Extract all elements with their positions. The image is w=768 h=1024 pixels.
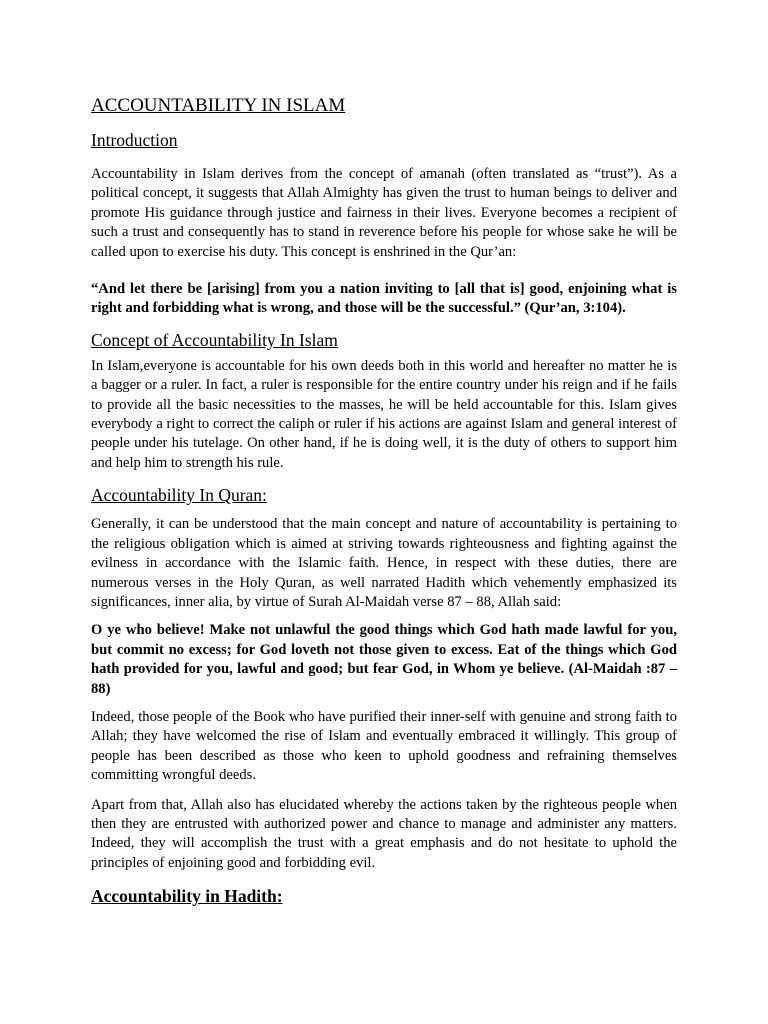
paragraph-quran-1: Generally, it can be understood that the main concept and nature of accountability is pertaining to the religious obligation which is aimed at striving towards righteousness and fighting against the evilness in accordance with the Islamic faith. Hence, in respect with these duties, there are numerous verses in the Holy Quran, as well narrated Hadith which vehemently emphasized its significances, inner alia, by virtue of Surah Al-Maidah verse 87 – 88, Allah said: (91, 516, 677, 610)
quote-al-maidah: O ye who believe! Make not unlawful the good things which God hath made lawful for you, but commit no excess; for God loveth not those given to excess. Eat of the things which God hath provided for you, lawful and good; but fear God, in Whom ye believe. (Al-Maidah :87 – 88) (91, 622, 677, 697)
paragraph-concept: In Islam,everyone is accountable for his own deeds both in this world and hereafter no matter he is a bagger or a ruler. In fact, a ruler is responsible for the entire country under his reign and if he fails to provide all the basic necessities to the masses, he will be held accountable for this. Islam gives everybody a right to correct the caliph or ruler if his actions are against Islam and general interest of people under his tutelage. On other hand, if he is doing well, it is the duty of others to support him and help him to strength his rule. (91, 357, 677, 471)
document-page (91, 95, 677, 907)
paragraph-quran-3: Apart from that, Allah also has elucidated whereby the actions taken by the righteous people when then they are entrusted with authorized power and chance to manage and administer any matters. Indeed, they will accomplish the trust with a great emphasis and do not hesitate to uphold the principles of enjoining good and forbidding evil. (91, 796, 677, 871)
heading-introduction: Introduction (91, 130, 178, 150)
heading-concept: Concept of Accountability In Islam (91, 329, 338, 350)
document-title: ACCOUNTABILITY IN ISLAM (91, 95, 346, 116)
heading-hadith: Accountability in Hadith: (91, 886, 283, 907)
paragraph-quran-2: Indeed, those people of the Book who have purified their inner-self with genuine and strong faith to Allah; they have welcomed the rise of Islam and eventually embraced it willingly. This group of people has been described as those who keen to uphold goodness and refraining themselves committing wrongful deeds. (91, 708, 677, 784)
paragraph-introduction: Accountability in Islam derives from the concept of amanah (often translated as “trust”). As a political concept, it suggests that Allah Almighty has given the trust to human beings to deliver and promote His guidance through justice and fairness in their lives. Everyone becomes a recipient of such a trust and consequently has to stand in reverence before his people for whose sake he will be called upon to exercise his duty. This concept is enshrined in the Qur’an: (91, 166, 677, 260)
heading-quran: Accountability In Quran: (91, 485, 267, 506)
quote-quran-3-104: “And let there be [arising] from you a nation inviting to [all that is] good, enjoining what is right and forbidding what is wrong, and those will be the successful.” (Qur’an, 3:104). (91, 281, 677, 317)
